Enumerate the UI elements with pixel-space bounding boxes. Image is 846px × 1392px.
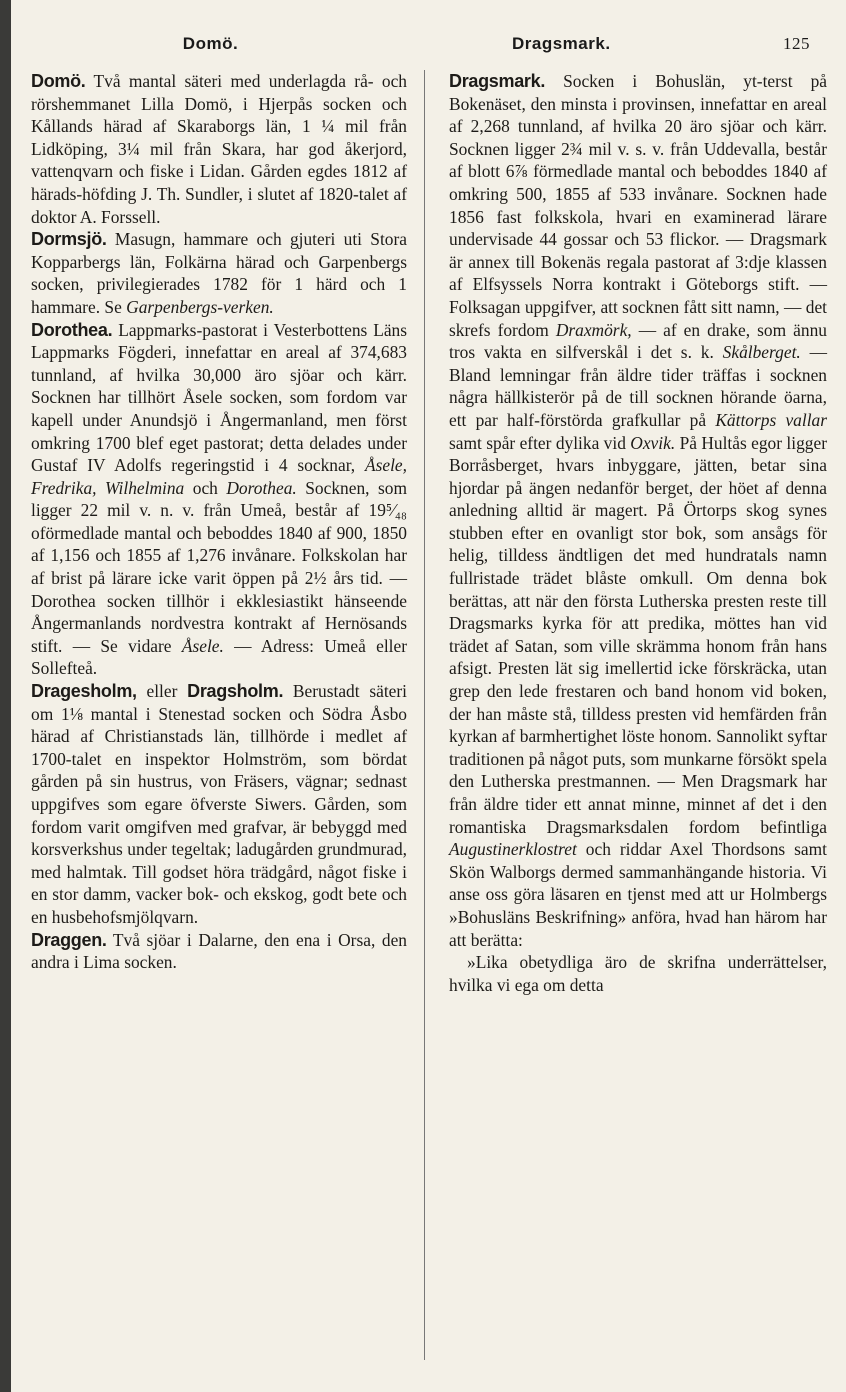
entry-text: — af en drake, som ännu tros vakta en silfverskål i det s. k. xyxy=(449,319,827,363)
italic-name: Dorothea. xyxy=(226,477,297,498)
entry-dormsjo xyxy=(31,228,407,318)
entry-head: Dragesholm, xyxy=(31,681,137,702)
entry-text: — Bland lemningar från äldre tider träffas i socknen några hällkisterör på de till socknen hörande öarna, ett par half-förstörda grafkullar på xyxy=(449,342,827,430)
left-column xyxy=(31,70,407,974)
entry-head: Draggen. xyxy=(31,929,107,950)
entry-head: Dragsmark. xyxy=(449,71,546,91)
column-divider xyxy=(424,70,425,1360)
cross-reference: Åsele. xyxy=(181,635,224,656)
entry-head: Dorothea. xyxy=(31,319,113,340)
italic-name: Skålberget. xyxy=(722,342,801,363)
entry-text: Två sjöar i Dalarne, den ena i Orsa, den andra i Lima socken. xyxy=(31,929,407,973)
entry-text: Masugn, hammare och gjuteri uti Stora Kopparbergs län, Folkärna härad och Garpenbergs socken, privilegierades 1782 för 1 härd och 1 hammare. Se xyxy=(31,229,407,317)
entry-text: samt spår efter dylika vid xyxy=(449,432,631,453)
scan-binding-edge xyxy=(0,0,11,1392)
entry-text: Socknen, som ligger 22 mil v. n. v. från Umeå, består af 19⁵⁄₄₈ oförmedlade mantal och beboddes 1840 af 900, 1850 af 1,156 och 1855 af 1,276 invånare. Folkskolan har af brist på lärare icke varit öppen på 2½ års tid. — Dorothea socken tillhör i ekklesiastikt hänseende Ångermanlands nordvestra kontrakt af Hernösands stift. — Se vidare xyxy=(31,477,407,656)
entry-domo xyxy=(31,70,407,228)
entry-dragesholm xyxy=(31,680,407,929)
entry-text: Berustadt säteri om 1⅛ mantal i Stenestad socken och Södra Åsbo härad af Christianstads län, tillhörde i medlet af 1700-talet en inspektor Holmström, som bördat gården på sin hustrus, von Fräsers, vägnar; sednast uppgifves som egare öfverste Siwers. Gården, som fordom varit omgifven med grafvar, är bebyggd med korsverkshus under tegeltak; ladugården grundmurad, med halmtak. Till godset höra trädgård, något fiske i en stor damm, vacker bok- och ekskog, godt bete och en husbehofsmjölqvarn. xyxy=(31,681,407,927)
entry-text: eller xyxy=(136,681,188,702)
italic-name: Oxvik. xyxy=(630,432,676,453)
entry-text: Lappmarks-pastorat i Vesterbottens Läns Lappmarks Fögderi, innefattar en areal af 374,683 tunnland, af hvilka 30,000 äro sjöar och kärr. Socknen har tillhört Åsele socken, som fordom var kapell under Anundsjö i Ångermanland, men först omkring 1700 blef eget pastorat; detta delades under Gustaf IV Adolfs regeringstid i 4 socknar, xyxy=(31,319,407,476)
quotation: »Lika obetydliga äro de skrifna underrättelser, hvilka vi ega om detta xyxy=(449,952,827,995)
running-head-left: Domö. xyxy=(182,34,239,53)
italic-name: Kättorps vallar xyxy=(715,409,827,430)
entry-head: Dormsjö. xyxy=(31,229,107,250)
entry-text: Socken i Bohuslän, yt-terst på Bokenäset, den minsta i provinsen, innefattar en areal af 2,268 tunnland, af hvilka 20 äro sjöar och kärr. Socknen ligger 2¾ mil v. s. v. från Uddevalla, består af blott 6⅞ förmedlade mantal och beboddes 1840 af omkring 500, 1855 af 533 invånare. Socknen hade 1856 fast folkskola, hvari en examinerad lärare undervisade 44 gossar och 53 flickor. — Dragsmark är annex till Bokenäs regala pastorat af 3:dje klassen af Elfsyssels Norra kontrakt i Göteborgs stift. — Folksagan uppgifver, att socknen fått sitt namn, — det skrefs fordom xyxy=(449,71,827,340)
running-head-right: Dragsmark. xyxy=(512,34,611,53)
entry-dragsmark xyxy=(449,70,827,951)
italic-name: Draxmörk, xyxy=(555,319,632,340)
entry-head: Domö. xyxy=(31,71,86,91)
entry-text: och xyxy=(184,477,227,498)
entry-text: Två mantal säteri med underlagda rå- och rörshemmanet Lilla Domö, i Hjerpås socken och Kållands härad af Skaraborgs län, 1 ¼ mil från Lidköping, 3¼ mil från Skara, har god åkerjord, vattenqvarn och fiske i Lidan. Gården egdes 1812 af härads-höfding J. Th. Sundler, i slutet af 1820-talet af doktor A. Forssell. xyxy=(31,71,407,227)
right-column xyxy=(449,70,827,996)
entry-head-alt: Dragsholm. xyxy=(187,681,284,702)
cross-reference: Garpenbergs-verken. xyxy=(126,296,274,317)
entry-text: och riddar Axel Thordsons samt Skön Walborgs dermed sammanhängande historia. Vi anse oss göra läsaren en tjenst med att ur Holmbergs »Bohusläns Beskrifning» anföra, hvad han härom har att berätta: xyxy=(449,839,827,950)
italic-names: Åsele, Fredrika, Wilhelmina xyxy=(31,455,407,498)
italic-name: Augustinerklostret xyxy=(449,839,577,860)
entry-text: På Hultås egor ligger Borråsberget, hvars inbyggare, jätten, betar sina hjordar på ängen nedanför berget, der höet af denna anledning alltid är magert. På Örtorps skog synes stubben efter en ovanligt stor bok, som ansågs för helig, tilldess ändtligen det med hundratals namn fullristade trädet blåste omkull. Om denna bok berättas, att när den första Lutherska presten reste till Dragsmarks kyrka för att predika, möttes han vid trädet af Satan, som ville skrämma honom från hans afsigt. Presten lät sig imellertid icke förskräcka, utan grep den lede frestaren och band honom vid boken, der han måste stå, tilldess presten vid hemfärden från kyrkan af barmhertighet löste honom. Sannolikt syftar traditionen på något puts, som munkarne försökt spela den Lutherska prestmannen. — Men Dragsmark har från äldre tider ett annat minne, minnet af det i den romantiska Dragsmarksdalen fordom befintliga xyxy=(449,432,827,837)
entry-dorothea xyxy=(31,319,407,681)
entry-text: — Adress: Umeå eller Sollefteå. xyxy=(31,635,408,679)
entry-draggen xyxy=(31,929,407,974)
page-number: 125 xyxy=(783,34,810,53)
